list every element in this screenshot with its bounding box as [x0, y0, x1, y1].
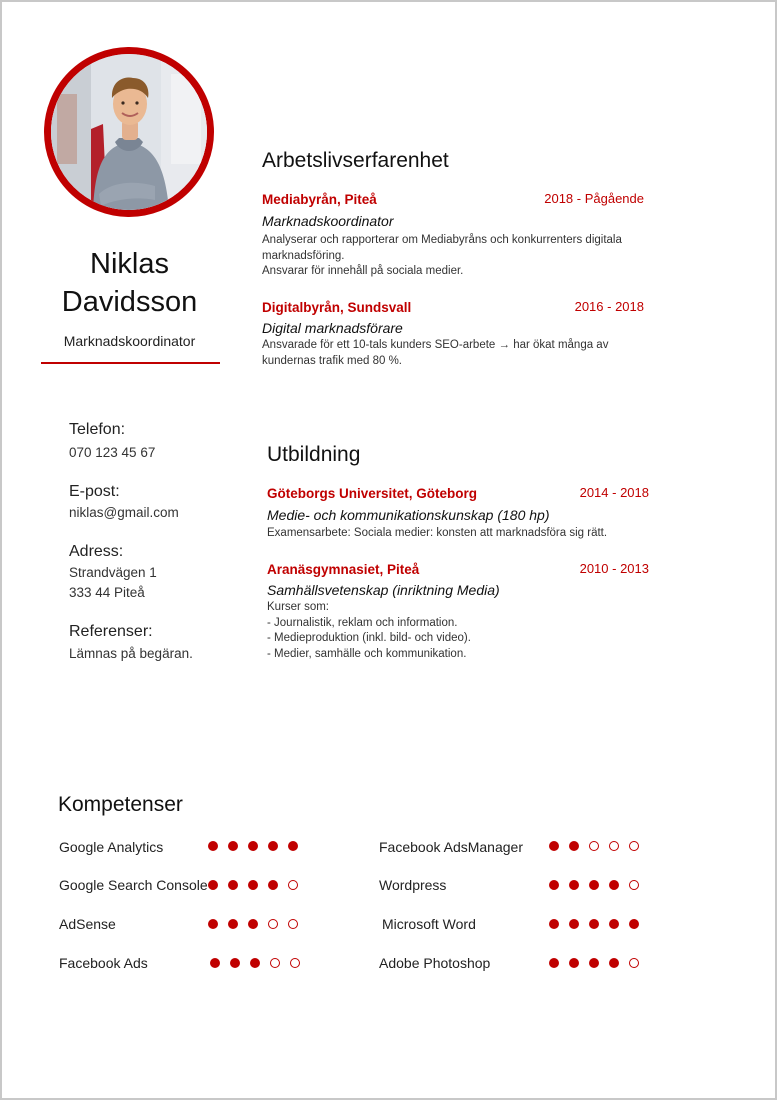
- rating-dot-empty: [270, 958, 280, 968]
- rating-dot-empty: [290, 958, 300, 968]
- skill-name: AdSense: [59, 916, 116, 932]
- skill-name: Wordpress: [379, 877, 447, 893]
- description-line: Analyserar och rapporterar om Mediabyråns och konkurrenters digitala: [262, 234, 622, 246]
- rating-dot-filled: [569, 841, 579, 851]
- rating-dot-empty: [629, 880, 639, 890]
- education-date: 2014 - 2018: [579, 485, 649, 500]
- rating-dot-filled: [549, 958, 559, 968]
- rating-dot-empty: [629, 958, 639, 968]
- education-program: Medie- och kommunikationskunskap (180 hp): [267, 507, 550, 523]
- description-line: Examensarbete: Sociala medier: konsten att marknadsföra sig rätt.: [267, 527, 608, 539]
- education-school: Göteborgs Universitet, Göteborg: [267, 486, 478, 501]
- description-line: Ansvarar för innehåll på sociala medier.: [262, 265, 464, 277]
- description-line: kundernas trafik med 80 %.: [262, 354, 402, 367]
- skill-rating: [549, 919, 639, 929]
- rating-dot-filled: [589, 919, 599, 929]
- skill-name: Microsoft Word: [382, 916, 476, 932]
- skill-rating: [549, 841, 639, 851]
- skill-name: Facebook Ads: [59, 955, 148, 971]
- profile-photo-illustration: [51, 54, 207, 210]
- contact-label-email: E-post:: [69, 483, 120, 500]
- contact-value-address-city: 333 44 Piteå: [69, 585, 145, 600]
- rating-dot-filled: [228, 919, 238, 929]
- description-line: - Journalistik, reklam och information.: [267, 616, 458, 629]
- rating-dot-filled: [248, 919, 258, 929]
- skill-name: Adobe Photoshop: [379, 955, 491, 971]
- education-program: Samhällsvetenskap (inriktning Media): [267, 582, 500, 598]
- skill-name: Google Search Console: [59, 877, 208, 893]
- experience-role: Digital marknadsförare: [262, 320, 403, 336]
- skill-rating: [210, 958, 300, 968]
- skills-heading: Kompetenser: [58, 793, 183, 816]
- experience-org: Digitalbyrån, Sundsvall: [262, 300, 412, 315]
- rating-dot-filled: [629, 919, 639, 929]
- experience-org: Mediabyrån, Piteå: [262, 192, 377, 207]
- rating-dot-filled: [549, 919, 559, 929]
- rating-dot-filled: [569, 919, 579, 929]
- profile-title: Marknadskoordinator: [63, 333, 196, 349]
- rating-dot-empty: [288, 880, 298, 890]
- profile-last-name: Davidsson: [61, 286, 198, 318]
- education-description: [267, 600, 667, 662]
- rating-dot-filled: [248, 841, 258, 851]
- education-heading: Utbildning: [267, 443, 361, 466]
- rating-dot-filled: [569, 880, 579, 890]
- education-school: Aranäsgymnasiet, Piteå: [267, 562, 420, 577]
- skill-name: Google Analytics: [59, 839, 164, 855]
- contact-value-phone: 070 123 45 67: [69, 445, 156, 460]
- rating-dot-empty: [629, 841, 639, 851]
- rating-dot-filled: [549, 880, 559, 890]
- skill-rating: [549, 880, 639, 890]
- rating-dot-filled: [208, 880, 218, 890]
- rating-dot-empty: [288, 919, 298, 929]
- education-date: 2010 - 2013: [579, 561, 649, 576]
- rating-dot-filled: [230, 958, 240, 968]
- education-description: [267, 526, 667, 542]
- rating-dot-filled: [589, 880, 599, 890]
- contact-label-address: Adress:: [69, 543, 124, 560]
- experience-heading: Arbetslivserfarenhet: [262, 149, 449, 172]
- rating-dot-filled: [250, 958, 260, 968]
- skill-rating: [549, 958, 639, 968]
- description-line: Ansvarade för ett 10-tals kunders SEO-arbete → har ökat många av: [262, 339, 609, 351]
- rating-dot-filled: [609, 958, 619, 968]
- contact-value-address-street: Strandvägen 1: [69, 565, 157, 580]
- description-line: - Medier, samhälle och kommunikation.: [267, 647, 467, 660]
- rating-dot-empty: [589, 841, 599, 851]
- experience-date: 2018 - Pågående: [544, 191, 644, 206]
- description-line: - Medieproduktion (inkl. bild- och video).: [267, 632, 471, 644]
- rating-dot-filled: [248, 880, 258, 890]
- contact-value-references: Lämnas på begäran.: [69, 646, 193, 661]
- skill-rating: [208, 880, 298, 890]
- profile-name: [22, 245, 237, 321]
- name-divider: [41, 362, 220, 364]
- contact-value-email: niklas@gmail.com: [69, 505, 179, 520]
- experience-description: [262, 233, 662, 280]
- skill-rating: [208, 919, 298, 929]
- rating-dot-filled: [569, 958, 579, 968]
- experience-role: Marknadskoordinator: [262, 213, 394, 229]
- rating-dot-empty: [609, 841, 619, 851]
- rating-dot-empty: [268, 919, 278, 929]
- rating-dot-filled: [228, 841, 238, 851]
- rating-dot-filled: [208, 841, 218, 851]
- rating-dot-filled: [268, 880, 278, 890]
- rating-dot-filled: [589, 958, 599, 968]
- description-line: Kurser som:: [267, 601, 329, 613]
- rating-dot-filled: [268, 841, 278, 851]
- skill-name: Facebook AdsManager: [379, 839, 523, 855]
- skill-rating: [208, 841, 298, 851]
- rating-dot-filled: [210, 958, 220, 968]
- rating-dot-filled: [609, 919, 619, 929]
- description-line: marknadsföring.: [262, 249, 345, 262]
- contact-label-references: Referenser:: [69, 623, 153, 640]
- contact-label-phone: Telefon:: [69, 421, 126, 438]
- rating-dot-filled: [228, 880, 238, 890]
- profile-photo: [44, 47, 214, 217]
- rating-dot-filled: [549, 841, 559, 851]
- rating-dot-filled: [288, 841, 298, 851]
- experience-description: [262, 338, 662, 369]
- profile-first-name: Niklas: [90, 248, 169, 280]
- rating-dot-filled: [208, 919, 218, 929]
- experience-date: 2016 - 2018: [574, 299, 644, 314]
- rating-dot-filled: [609, 880, 619, 890]
